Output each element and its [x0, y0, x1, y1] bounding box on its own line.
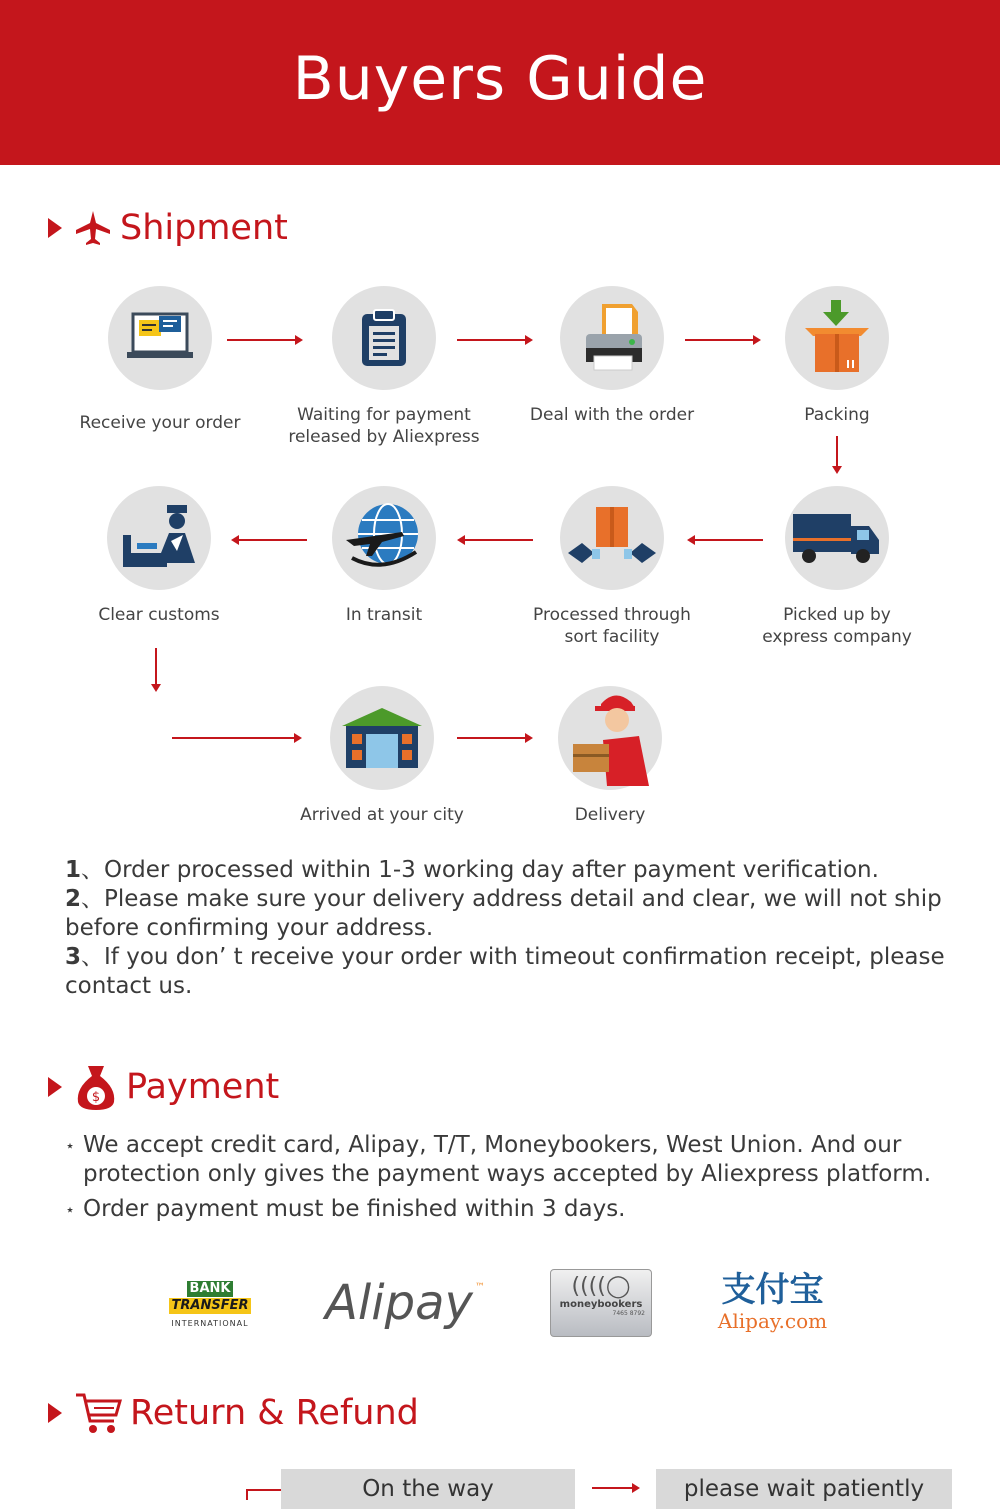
- airplane-icon: [74, 209, 112, 247]
- step-waiting-payment: [274, 286, 494, 448]
- money-bag-icon: [74, 1064, 118, 1110]
- step-label: Clear customs: [98, 605, 220, 625]
- step-in-transit: [274, 486, 494, 626]
- moneybookers-waves-icon: ((((◯: [571, 1274, 631, 1299]
- note-item: 3、If you don’ t receive your order with timeout confirmation receipt, please contact us.: [65, 944, 945, 999]
- refund-step-wait-patiently: please wait patiently: [656, 1469, 952, 1509]
- arrow-left-icon: [229, 533, 309, 547]
- payment-title: Payment: [126, 1067, 280, 1107]
- arrow-left-icon: [685, 533, 765, 547]
- step-label: Waiting for payment released by Aliexpress: [288, 405, 480, 447]
- step-icon-circle: [332, 286, 436, 390]
- step-label: In transit: [345, 605, 423, 625]
- step-label: Processed through sort facility: [533, 605, 691, 647]
- step-icon-circle: [332, 486, 436, 590]
- payment-bullet: ⋆ Order payment must be finished within 3 days.: [65, 1196, 626, 1222]
- svg-text:$: $: [91, 1090, 101, 1105]
- step-packing: [727, 286, 947, 426]
- warehouse-icon: [340, 706, 424, 770]
- shipment-notes: [65, 856, 945, 1001]
- refund-section-header: [48, 1388, 419, 1438]
- bank-transfer-logo: BANKTRANSFER INTERNATIONAL: [150, 1270, 270, 1340]
- truck-icon: [791, 508, 883, 568]
- step-icon-circle: [560, 486, 664, 590]
- step-label: Delivery: [574, 805, 646, 825]
- step-picked-up: [727, 486, 947, 648]
- package-box-icon: [797, 298, 877, 378]
- customs-officer-icon: [119, 503, 199, 573]
- shipment-title: Shipment: [120, 208, 288, 248]
- delivery-man-icon: [565, 688, 655, 788]
- step-receive-order: [50, 286, 270, 434]
- laptop-chat-icon: [125, 308, 195, 368]
- step-deal-order: [502, 286, 722, 426]
- arrow-down-icon: [830, 436, 844, 476]
- caret-right-icon: [48, 1403, 62, 1423]
- payment-section-header: [48, 1062, 279, 1112]
- refund-title: Return & Refund: [130, 1393, 419, 1433]
- printer-icon: [572, 298, 652, 378]
- arrow-down-icon: [149, 648, 163, 694]
- step-icon-circle: [107, 486, 211, 590]
- step-label: Arrived at your city: [300, 805, 464, 825]
- step-arrived-city: [272, 686, 492, 826]
- step-icon-circle: [560, 286, 664, 390]
- note-item: 2、Please make sure your delivery address detail and clear, we will not ship before confirming your address.: [65, 886, 942, 941]
- note-item: 1、Order processed within 1-3 working day after payment verification.: [65, 857, 879, 883]
- arrow-right-icon: [225, 333, 305, 347]
- clipboard-icon: [352, 306, 416, 370]
- step-label: Picked up by express company: [762, 605, 912, 647]
- step-label: Receive your order: [79, 413, 241, 433]
- sort-facility-icon: [562, 503, 662, 573]
- globe-plane-icon: [342, 496, 426, 580]
- moneybookers-logo: ((((◯ moneybookers 7465 8792: [549, 1268, 653, 1338]
- shipment-section-header: [48, 203, 288, 253]
- alipay-com-logo: 支付宝 Alipay.com: [717, 1270, 828, 1333]
- step-icon-circle: [785, 486, 889, 590]
- step-clear-customs: [49, 486, 269, 626]
- step-icon-circle: [330, 686, 434, 790]
- step-delivery: [500, 686, 720, 826]
- arrow-right-icon: [590, 1481, 644, 1495]
- shopping-cart-icon: [74, 1391, 122, 1435]
- page-title: Buyers Guide: [292, 44, 708, 114]
- arrow-left-icon: [455, 533, 535, 547]
- header-banner: [0, 0, 1000, 165]
- step-icon-circle: [558, 686, 662, 790]
- step-label: Deal with the order: [529, 405, 695, 425]
- step-icon-circle: [785, 286, 889, 390]
- star-icon: ⋆: [65, 1136, 76, 1155]
- payment-bullet: ⋆ We accept credit card, Alipay, T/T, Moneybookers, West Union. And our protection only gives the payment ways accepted by Aliexpress platform.: [65, 1132, 932, 1187]
- arrow-right-icon: [455, 333, 535, 347]
- star-icon: ⋆: [65, 1200, 76, 1219]
- step-sort-facility: [502, 486, 722, 648]
- refund-step-on-the-way: On the way: [281, 1469, 575, 1509]
- flow-connector: [245, 1488, 285, 1500]
- caret-right-icon: [48, 218, 62, 238]
- alipay-logo: Alipay ™: [325, 1275, 485, 1331]
- arrow-right-icon: [683, 333, 763, 347]
- caret-right-icon: [48, 1077, 62, 1097]
- step-label: Packing: [804, 405, 870, 425]
- step-icon-circle: [108, 286, 212, 390]
